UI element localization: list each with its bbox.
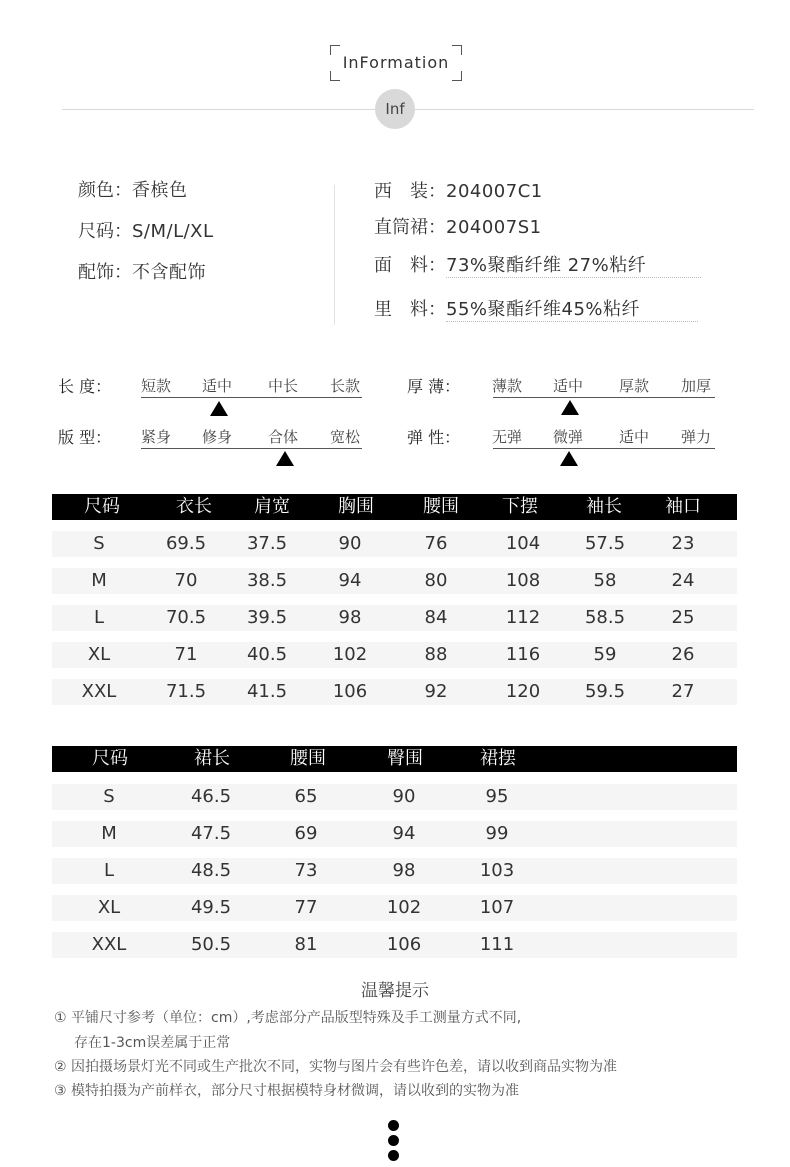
table-row (52, 531, 737, 557)
table-cell: S (93, 533, 105, 554)
table-cell: 80 (424, 570, 448, 591)
table-cell: 90 (392, 786, 416, 807)
table-cell: 104 (505, 533, 541, 554)
table-cell: 70.5 (165, 607, 207, 628)
attr-thickness-label: 厚 薄： (407, 377, 461, 396)
info-label: 里 料： (374, 299, 446, 320)
note-item: 存在1-3cm误差属于正常 (74, 1035, 231, 1051)
corner-bracket-icon (330, 71, 340, 81)
table-cell: 106 (386, 934, 422, 955)
scale-option: 宽松 (330, 428, 361, 446)
table-cell: M (101, 823, 117, 844)
information-title: InFormation (342, 53, 450, 72)
column-header: 尺码 (84, 496, 120, 517)
selected-marker-icon (276, 451, 294, 466)
scale-option: 适中 (202, 377, 233, 395)
table-cell: XXL (81, 681, 117, 702)
table-cell: 26 (671, 644, 695, 665)
table-cell: 47.5 (190, 823, 232, 844)
table-row (52, 784, 737, 810)
information-heading (330, 45, 462, 81)
more-dot-icon (388, 1120, 399, 1131)
info-skirt (374, 213, 542, 239)
info-lining (374, 295, 698, 322)
scale-option: 适中 (553, 377, 584, 395)
column-header: 胸围 (338, 496, 374, 517)
table-cell: 37.5 (246, 533, 288, 554)
column-header: 裙长 (194, 748, 230, 769)
info-divider (334, 185, 335, 325)
scale-option: 修身 (202, 428, 233, 446)
table-cell: 116 (505, 644, 541, 665)
note-item: ① 平铺尺寸参考（单位：cm）,考虑部分产品版型特殊及手工测量方式不同, (54, 1010, 522, 1026)
table-cell: 94 (392, 823, 416, 844)
table-cell: 76 (424, 533, 448, 554)
table-cell: 38.5 (246, 570, 288, 591)
scale-option: 合体 (268, 428, 299, 446)
column-header: 腰围 (423, 496, 459, 517)
table-cell: 81 (294, 934, 318, 955)
info-value: 香槟色 (132, 180, 188, 201)
table-row (52, 605, 737, 631)
table-cell: 41.5 (246, 681, 288, 702)
corner-bracket-icon (330, 45, 340, 55)
table-row (52, 568, 737, 594)
column-header: 下摆 (502, 496, 538, 517)
info-value: 不含配饰 (132, 262, 206, 283)
column-header: 袖口 (665, 496, 701, 517)
info-badge: Inf (375, 89, 415, 129)
table-cell: L (93, 607, 105, 628)
table-cell: 69 (294, 823, 318, 844)
table-cell: 102 (332, 644, 368, 665)
column-header: 衣长 (176, 496, 212, 517)
table-cell: 111 (479, 934, 515, 955)
info-accessory (78, 258, 206, 284)
info-label: 尺码： (78, 221, 132, 242)
table-cell: 58 (593, 570, 617, 591)
table-cell: 98 (392, 860, 416, 881)
table-cell: 69.5 (165, 533, 207, 554)
table-cell: 59 (593, 644, 617, 665)
table-cell: 99 (485, 823, 509, 844)
table-row (52, 821, 737, 847)
info-color (78, 176, 188, 202)
info-suit (374, 177, 543, 203)
info-label: 直筒裙： (374, 217, 446, 238)
scale-option: 中长 (268, 377, 299, 395)
table-cell: XXL (91, 934, 127, 955)
info-label: 面 料： (374, 255, 446, 276)
bottom-size-table (52, 746, 737, 955)
selected-marker-icon (560, 451, 578, 466)
info-value: 73%聚酯纤维 27%粘纤 (446, 251, 701, 278)
table-cell: 94 (338, 570, 362, 591)
table-cell: 102 (386, 897, 422, 918)
attr-length-label: 长 度： (58, 377, 112, 396)
table-row (52, 679, 737, 705)
corner-bracket-icon (452, 45, 462, 55)
table-cell: XL (97, 897, 121, 918)
table-cell: 27 (671, 681, 695, 702)
scale-option: 厚款 (619, 377, 650, 395)
table-cell: 50.5 (190, 934, 232, 955)
table-cell: 92 (424, 681, 448, 702)
table-cell: XL (87, 644, 111, 665)
table-cell: 90 (338, 533, 362, 554)
table-cell: 95 (485, 786, 509, 807)
top-size-table (52, 494, 737, 702)
table-header (52, 746, 737, 772)
scale-line (141, 397, 362, 398)
table-cell: 40.5 (246, 644, 288, 665)
info-value: 204007C1 (446, 181, 543, 202)
selected-marker-icon (561, 400, 579, 415)
scale-line (493, 448, 715, 449)
column-header: 腰围 (290, 748, 326, 769)
scale-option: 长款 (330, 377, 361, 395)
column-header: 肩宽 (254, 496, 290, 517)
table-cell: 39.5 (246, 607, 288, 628)
more-dot-icon (388, 1135, 399, 1146)
info-value: 204007S1 (446, 217, 542, 238)
table-cell: 84 (424, 607, 448, 628)
column-header: 袖长 (586, 496, 622, 517)
scale-option: 微弹 (553, 428, 584, 446)
info-label: 配饰： (78, 262, 132, 283)
table-cell: 108 (505, 570, 541, 591)
table-cell: M (91, 570, 107, 591)
table-row (52, 895, 737, 921)
column-header: 裙摆 (480, 748, 516, 769)
notes-title: 温馨提示 (361, 981, 429, 1001)
table-cell: 46.5 (190, 786, 232, 807)
corner-bracket-icon (452, 71, 462, 81)
table-cell: 49.5 (190, 897, 232, 918)
table-cell: 23 (671, 533, 695, 554)
info-fabric (374, 251, 701, 278)
more-dot-icon (388, 1150, 399, 1161)
scale-option: 适中 (619, 428, 650, 446)
table-cell: S (103, 786, 115, 807)
table-cell: 107 (479, 897, 515, 918)
table-cell: 103 (479, 860, 515, 881)
scale-line (141, 448, 362, 449)
info-label: 西 装： (374, 181, 446, 202)
scale-option: 加厚 (681, 377, 712, 395)
table-cell: 106 (332, 681, 368, 702)
info-value: S/M/L/XL (132, 221, 214, 242)
scale-option: 弹力 (681, 428, 712, 446)
table-cell: 25 (671, 607, 695, 628)
scale-option: 薄款 (492, 377, 523, 395)
note-item: ③ 模特拍摄为产前样衣，部分尺寸根据模特身材微调，请以收到的实物为准 (54, 1083, 519, 1099)
table-cell: 98 (338, 607, 362, 628)
table-cell: 57.5 (584, 533, 626, 554)
info-label: 颜色： (78, 180, 132, 201)
scale-line (493, 397, 715, 398)
info-value: 55%聚酯纤维45%粘纤 (446, 295, 698, 322)
column-header: 臀围 (387, 748, 423, 769)
table-cell: 88 (424, 644, 448, 665)
scale-option: 无弹 (492, 428, 523, 446)
note-item: ② 因拍摄场景灯光不同或生产批次不同，实物与图片会有些许色差，请以收到商品实物为准 (54, 1059, 617, 1075)
table-row (52, 858, 737, 884)
table-cell: 71 (174, 644, 198, 665)
attr-fit-label: 版 型： (58, 428, 112, 447)
table-cell: 48.5 (190, 860, 232, 881)
table-cell: 65 (294, 786, 318, 807)
table-cell: 59.5 (584, 681, 626, 702)
attr-elasticity-label: 弹 性： (407, 428, 461, 447)
scale-option: 紧身 (141, 428, 172, 446)
table-cell: L (103, 860, 115, 881)
table-cell: 70 (174, 570, 198, 591)
table-cell: 77 (294, 897, 318, 918)
table-cell: 112 (505, 607, 541, 628)
table-cell: 120 (505, 681, 541, 702)
table-cell: 73 (294, 860, 318, 881)
table-row (52, 932, 737, 958)
table-cell: 24 (671, 570, 695, 591)
column-header: 尺码 (92, 748, 128, 769)
selected-marker-icon (210, 401, 228, 416)
info-size (78, 217, 214, 243)
table-header (52, 494, 737, 520)
table-cell: 58.5 (584, 607, 626, 628)
table-row (52, 642, 737, 668)
scale-option: 短款 (141, 377, 172, 395)
table-cell: 71.5 (165, 681, 207, 702)
